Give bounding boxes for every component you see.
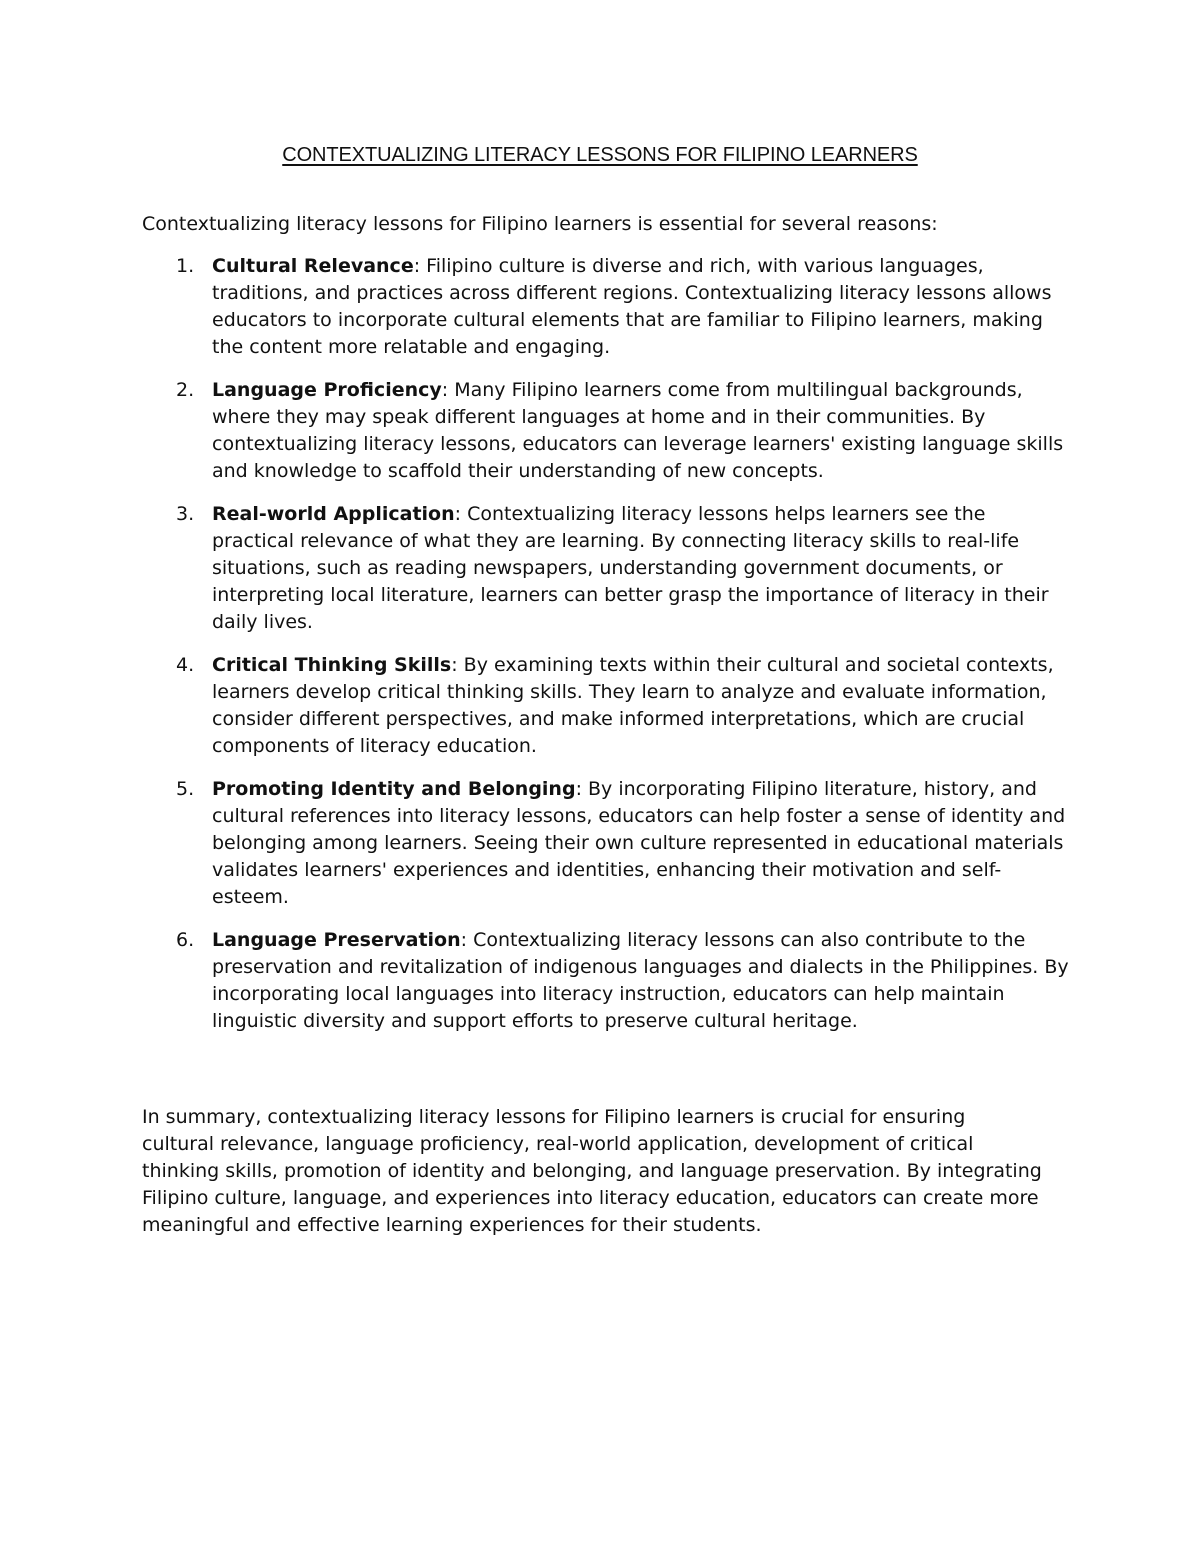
- list-item-text: : Many Filipino learners come from multilingual backgrounds, where they may speak different languages at home and in their communities. By contextualizing literacy lessons, educators can leverage learners' existing language skills and knowledge to scaffold their understanding of new concepts.: [212, 379, 1064, 482]
- list-item: [142, 652, 1072, 760]
- list-item-term: Cultural Relevance: [212, 255, 414, 277]
- list-item-term: Critical Thinking Skills: [212, 654, 452, 676]
- list-item-number: 1.: [176, 255, 195, 277]
- list-item-text: : Filipino culture is diverse and rich, with various languages, traditions, and practices across different regions. Contextualizing literacy lessons allows educators to incorporate cultural elements that are familiar to Filipino learners, making the content more relatable and engaging.: [212, 255, 1052, 358]
- reasons-list: [142, 253, 1072, 1051]
- list-item: [142, 377, 1072, 485]
- list-item: [142, 776, 1072, 911]
- list-item-number: 4.: [176, 654, 195, 676]
- list-item-text: : Contextualizing literacy lessons helps learners see the practical relevance of what they are learning. By connecting literacy skills to real-life situations, such as reading newspapers, understanding government documents, or interpreting local literature, learners can better grasp the importance of literacy in their daily lives.: [212, 503, 1049, 633]
- intro-paragraph: Contextualizing literacy lessons for Filipino learners is essential for several reasons:: [142, 213, 938, 235]
- list-item-term: Language Preservation: [212, 929, 461, 951]
- list-item-term: Real-world Application: [212, 503, 455, 525]
- list-item-text: : Contextualizing literacy lessons can also contribute to the preservation and revitalization of indigenous languages and dialects in the Philippines. By incorporating local languages into literacy instruction, educators can help maintain linguistic diversity and support efforts to preserve cultural heritage.: [212, 929, 1069, 1032]
- list-item-term: Promoting Identity and Belonging: [212, 778, 576, 800]
- list-item-text: : By incorporating Filipino literature, history, and cultural references into literacy lessons, educators can help foster a sense of identity and belonging among learners. Seeing their own culture represented in educational materials validates learners' experiences and identities, enhancing their motivation and self-esteem.: [212, 778, 1066, 908]
- list-item-number: 5.: [176, 778, 195, 800]
- list-item-number: 2.: [176, 379, 195, 401]
- list-item-text: : By examining texts within their cultural and societal contexts, learners develop critical thinking skills. They learn to analyze and evaluate information, consider different perspectives, and make informed interpretations, which are crucial components of literacy education.: [212, 654, 1054, 757]
- list-item-term: Language Proficiency: [212, 379, 442, 401]
- list-item: [142, 927, 1072, 1035]
- summary-paragraph: In summary, contextualizing literacy lessons for Filipino learners is crucial for ensuring cultural relevance, language proficiency, real-world application, development of critical thinking skills, promotion of identity and belonging, and language preservation. By integrating Filipino culture, language, and experiences into literacy education, educators can create more meaningful and effective learning experiences for their students.: [142, 1106, 1042, 1236]
- list-item: [142, 501, 1072, 636]
- list-item-number: 3.: [176, 503, 195, 525]
- document-title: CONTEXTUALIZING LITERACY LESSONS FOR FILIPINO LEARNERS: [282, 144, 918, 166]
- list-item-number: 6.: [176, 929, 195, 951]
- list-item: [142, 253, 1072, 361]
